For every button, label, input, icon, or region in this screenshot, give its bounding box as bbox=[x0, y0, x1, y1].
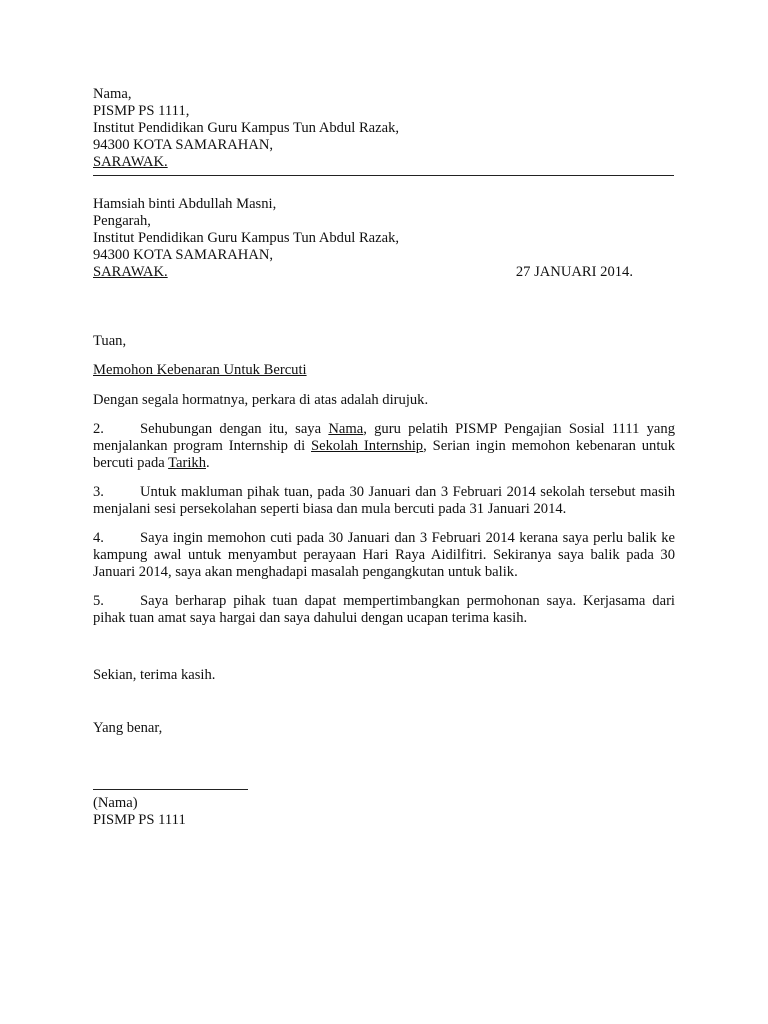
paragraph-2-number: 2. bbox=[93, 421, 104, 437]
paragraph-2-text-b: , guru pelatih PISMP Pengajian Sosial 1111 yang menjalankan program Internship di bbox=[93, 421, 676, 454]
closing-remark: Sekian, terima kasih. bbox=[93, 667, 216, 683]
sender-code: PISMP PS 1111, bbox=[93, 103, 190, 119]
signature-line bbox=[93, 789, 248, 790]
recipient-state: SARAWAK. bbox=[93, 264, 168, 280]
paragraph-4-text: Saya ingin memohon cuti pada 30 Januari dan 3 Februari 2014 kerana saya perlu balik ke kampung awal untuk menyambut perayaan Hari Raya Aidilfitri. Sekiranya saya balik pada 30 Januari 2014, saya akan menghadapi masalah pengangkutan untuk balik. bbox=[93, 530, 675, 580]
signature-name: (Nama) bbox=[93, 795, 138, 811]
sender-name: Nama, bbox=[93, 86, 132, 102]
paragraph-2 bbox=[93, 421, 675, 472]
sender-institute: Institut Pendidikan Guru Kampus Tun Abdul Razak, bbox=[93, 120, 400, 136]
paragraph-2-text-d: . bbox=[206, 455, 210, 471]
paragraph-3-number: 3. bbox=[93, 484, 104, 500]
paragraph-4 bbox=[93, 530, 675, 581]
recipient-postcode-city: 94300 KOTA SAMARAHAN, bbox=[93, 247, 274, 263]
paragraph-5-number: 5. bbox=[93, 593, 104, 609]
paragraph-4-number: 4. bbox=[93, 530, 104, 546]
paragraph-2-text-c: , Serian ingin memohon kebenaran untuk bercuti pada bbox=[93, 438, 675, 471]
placeholder-name: Nama bbox=[328, 421, 364, 437]
paragraph-3-text: Untuk makluman pihak tuan, pada 30 Januari dan 3 Februari 2014 sekolah tersebut masih menjalani sesi persekolahan seperti biasa dan mula bercuti pada 31 Januari 2014. bbox=[93, 484, 675, 517]
paragraph-5-text: Saya berharap pihak tuan dapat mempertimbangkan permohonan saya. Kerjasama dari pihak tuan amat saya hargai dan saya dahului dengan ucapan terima kasih. bbox=[93, 593, 675, 626]
signature-code: PISMP PS 1111 bbox=[93, 812, 186, 828]
recipient-address bbox=[93, 196, 675, 281]
paragraph-5 bbox=[93, 593, 675, 627]
letter-page bbox=[93, 86, 675, 829]
sender-state: SARAWAK. bbox=[93, 154, 168, 170]
subject-text: Memohon Kebenaran Untuk Bercuti bbox=[93, 362, 307, 378]
letter-date: 27 JANUARI 2014. bbox=[515, 264, 633, 280]
paragraph-3 bbox=[93, 484, 675, 518]
subject-line bbox=[93, 362, 675, 379]
sender-postcode-city: 94300 KOTA SAMARAHAN, bbox=[93, 137, 274, 153]
salutation: Tuan, bbox=[93, 333, 127, 349]
placeholder-date: Tarikh bbox=[168, 455, 206, 471]
sender-address bbox=[93, 86, 675, 171]
paragraph-2-text-a: Sehubungan dengan itu, saya bbox=[140, 421, 329, 437]
recipient-institute: Institut Pendidikan Guru Kampus Tun Abdul Razak, bbox=[93, 230, 400, 246]
recipient-title: Pengarah, bbox=[93, 213, 151, 229]
sign-off: Yang benar, bbox=[93, 720, 163, 736]
placeholder-school: Sekolah Internship bbox=[311, 438, 424, 454]
header-divider bbox=[93, 175, 674, 176]
paragraph-1: Dengan segala hormatnya, perkara di atas adalah dirujuk. bbox=[93, 392, 429, 408]
recipient-name: Hamsiah binti Abdullah Masni, bbox=[93, 196, 277, 212]
